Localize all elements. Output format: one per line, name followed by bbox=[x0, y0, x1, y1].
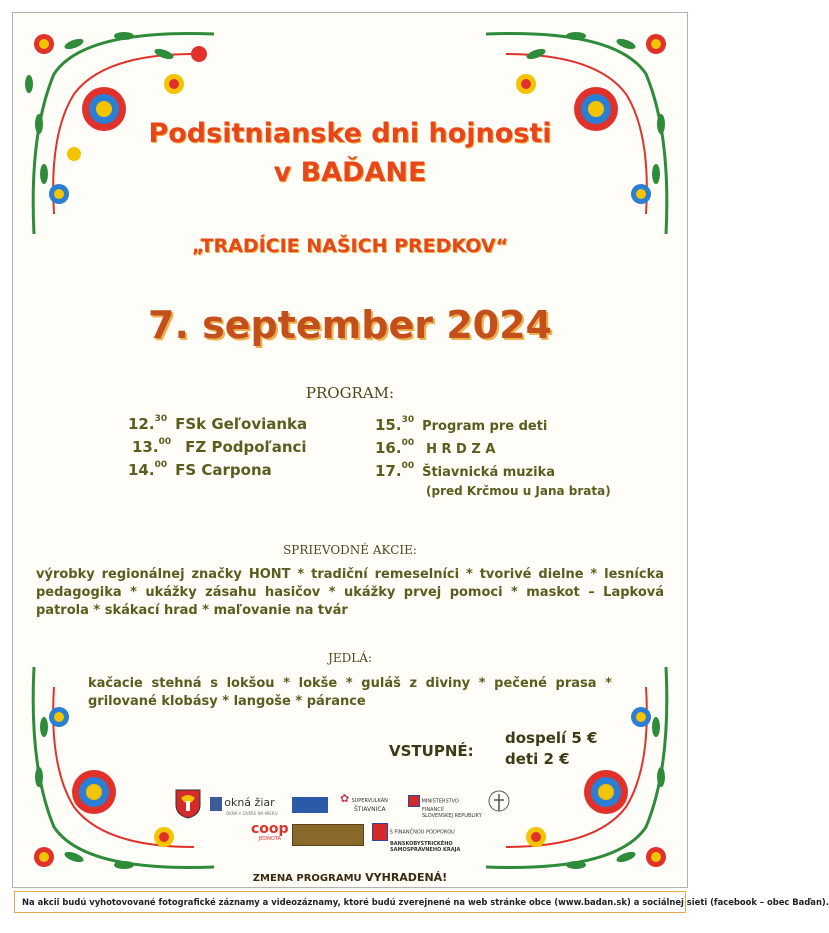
entry-label: VSTUPNÉ: bbox=[389, 742, 474, 760]
program-item: 13.00 FZ Podpoľanci bbox=[132, 437, 307, 456]
brown-sponsor-logo bbox=[292, 824, 364, 846]
eu-program-logo bbox=[292, 797, 328, 813]
accompanying-heading: SPRIEVODNÉ AKCIE: bbox=[283, 543, 417, 557]
village-coat-of-arms-logo bbox=[175, 789, 201, 821]
program-heading: PROGRAM: bbox=[305, 384, 395, 402]
event-motto: „TRADÍCIE NAŠICH PREDKOV“ bbox=[191, 235, 509, 257]
entry-children: deti 2 € bbox=[505, 750, 570, 768]
religious-emblem-logo bbox=[487, 789, 511, 821]
program-item: 12.30 FSk Geľovianka bbox=[128, 414, 308, 433]
okna-ziar-logo: okná žiar OKNÁ A DVERE NA MIERU bbox=[210, 796, 278, 816]
event-title: Podsitnianske dni hojnosti bbox=[148, 118, 552, 149]
ministry-of-finance-logo: MINISTERSTVO FINANCIÍ SLOVENSKEJ REPUBLIKY bbox=[408, 795, 482, 819]
program-item: 16.00 H R D Z A bbox=[375, 438, 496, 457]
accompanying-text: výrobky regionálnej značky HONT * tradiční remeselníci * tvorivé dielne * lesnícka pedagogika * ukážky zásahu hasičov * ukážky prvej pomoci * maskot – Lapková patrola * skákací hrad * maľovanie na tvár bbox=[36, 567, 664, 618]
event-date: 7. september 2024 bbox=[148, 303, 552, 347]
bbsk-region-logo: S FINANČNOU PODPOROU BANSKOBYSTRICKÉHO SAMOSPRÁVNEHO KRAJA bbox=[372, 823, 460, 853]
program-note: (pred Krčmou u Jana brata) bbox=[426, 484, 611, 498]
event-location: v BAĎANE bbox=[273, 157, 427, 188]
program-item: 14.00 FS Carpona bbox=[128, 460, 272, 479]
program-change-note: ZMENA PROGRAMU VYHRADENÁ! bbox=[252, 871, 448, 884]
photo-notice-footer: Na akcii budú vyhotovované fotografické záznamy a videozáznamy, ktoré budú zverejnené na web stránke obce (www.badan.sk) a sociálnej sieti (facebook – obec Baďan). bbox=[14, 891, 686, 913]
program-item: 15.30 Program pre deti bbox=[375, 415, 548, 434]
food-text: kačacie stehná s lokšou * lokše * guláš z diviny * pečené prasa * grilované klobásy * langoše * párance bbox=[88, 676, 612, 709]
food-heading: JEDLÁ: bbox=[328, 651, 372, 665]
coop-jednota-logo: coop JEDNOTA bbox=[251, 821, 289, 842]
program-item: 17.00 Štiavnická muzika bbox=[375, 461, 555, 480]
entry-adults: dospelí 5 € bbox=[505, 729, 598, 747]
supervulkan-logo: ✿ SUPERVULKÁN ŠTIAVNICA bbox=[340, 792, 388, 813]
